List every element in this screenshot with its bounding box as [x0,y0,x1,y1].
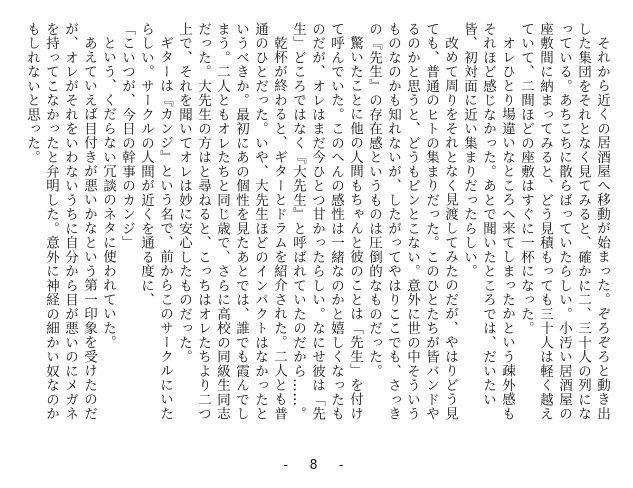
dialogue-line: 「こいつが、今日の幹事のカンジ」 [119,22,135,250]
paragraph: ギターは『カンジ』という名で、前からこのサークルにいたらしい。サークルの人間が近くを通る度に、 [138,22,173,421]
paragraph: オレひとり場違いなところへ来てしまったかという疎外感もそれほど感じなかった。あとで聞いたところでは、だいたい皆、初対面に近い集まりだったらしい。 [461,22,515,421]
paragraph: 乾杯が終わると、ギターとドラムを紹介された。二人とも普通のひとだった。いや、大先生ほどのインパクトはなかったというべきか。最初にあの個性を見たあとでは、誰でも霞んでしまう。二人ともオレたちと同じ歳で、さらに高校の同級生同志だった。大先生の方はと尋ねると、こっちはオレたちより二つ上で、それを聞いてオレは妙に安心したものだった。 [176,22,287,421]
page-number: - 8 - [281,458,352,473]
paragraph: 改めて周りをそれとなく見渡してみたのだが、やはりどう見ても、普通のヒトの集まりだった。このひとたちが皆バンドやるのかと思うと、どうもピンとこない。意外に世の中そういうものなのかも知れないが、したがってやはりここでも、さっきの『先生』の存在感というものは圧倒的なものだった。 [366,22,458,421]
paragraph: という、くだらない冗談のネタに使われていた。 [100,35,116,349]
paragraph: それから近くの居酒屋へ移動が始まった。ぞろぞろと動き出した集団をそれとなく見てみると、確かに二、三十人の列になっている。あちこちに散らばっていたらしい。小汚い居酒屋の座敷間に納まってみると、どう見積もっても三十人は軽く越えていて、二間ほどの座敷はすぐに一杯になった。 [518,22,610,421]
novel-body-text [16,22,611,434]
paragraph: 驚いたことに他の人間もちゃんと彼のことは「先生」を付けて呼んでいた。このへんの感性は一緒なのかと嬉しくなったものだが、オレはまだ今ひとつ甘かったらしい。なにせ彼は「先生」どころではなく『大先生』と呼ばれていたのだから……。 [290,22,363,421]
paragraph: あえていえば目付きが悪いかなという第一印象を受けたのだが、オレがそれをいわないうちに自分から目が悪いのにメガネを持ってこなかったと弁明した。意外に神経の細かい奴なのかもしれないと思った。 [24,22,97,421]
